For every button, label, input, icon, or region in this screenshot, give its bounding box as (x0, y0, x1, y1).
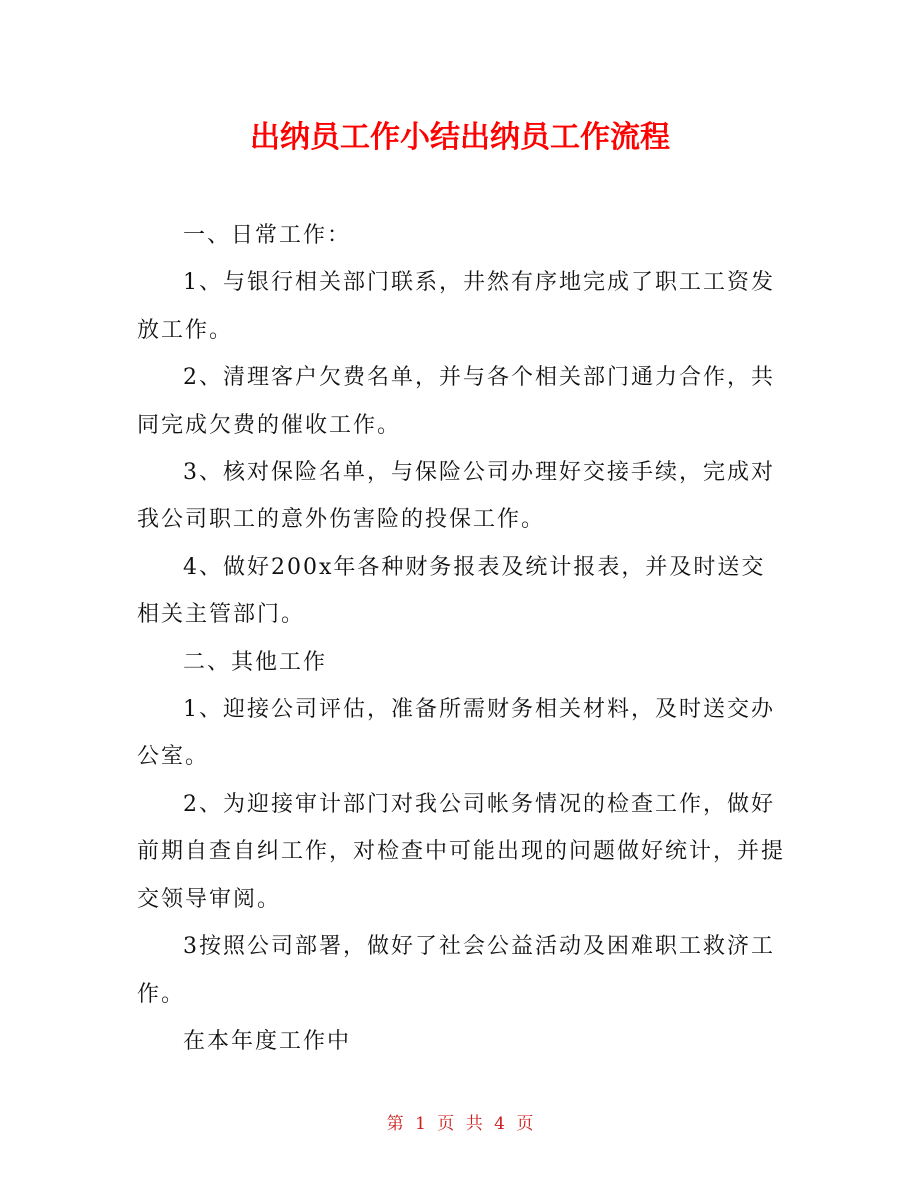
section-heading-other-work: 二、其他工作 (183, 649, 328, 675)
paragraph-item: 2、清理客户欠费名单，并与各个相关部门通力合作，共同完成欠费的催收工作。 (137, 365, 775, 438)
paragraph-item: 3按照公司部署，做好了社会公益活动及困难职工救济工作。 (137, 934, 775, 1007)
section-heading-daily-work: 一、日常工作： (183, 223, 352, 248)
paragraph-item: 2、为迎接审计部门对我公司帐务情况的检查工作，做好前期自查自纠工作，对检查中可能出现的问题做好统计，并提交领导审阅。 (137, 791, 786, 912)
document-title: 出纳员工作小结出纳员工作流程 (250, 120, 670, 155)
document-body (137, 212, 787, 1065)
paragraph-item: 3、核对保险名单，与保险公司办理好交接手续，完成对我公司职工的意外伤害险的投保工作。 (137, 460, 775, 533)
page-footer: 第 1 页 共 4 页 (386, 1114, 534, 1134)
paragraph-item: 4、做好200x年各种财务报表及统计报表，并及时送交相关主管部门。 (137, 554, 766, 628)
paragraph-item: 1、迎接公司评估，准备所需财务相关材料，及时送交办公室。 (137, 697, 775, 770)
paragraph-item: 1、与银行相关部门联系，井然有序地完成了职工工资发放工作。 (137, 270, 775, 343)
paragraph-item: 在本年度工作中 (183, 1028, 352, 1054)
